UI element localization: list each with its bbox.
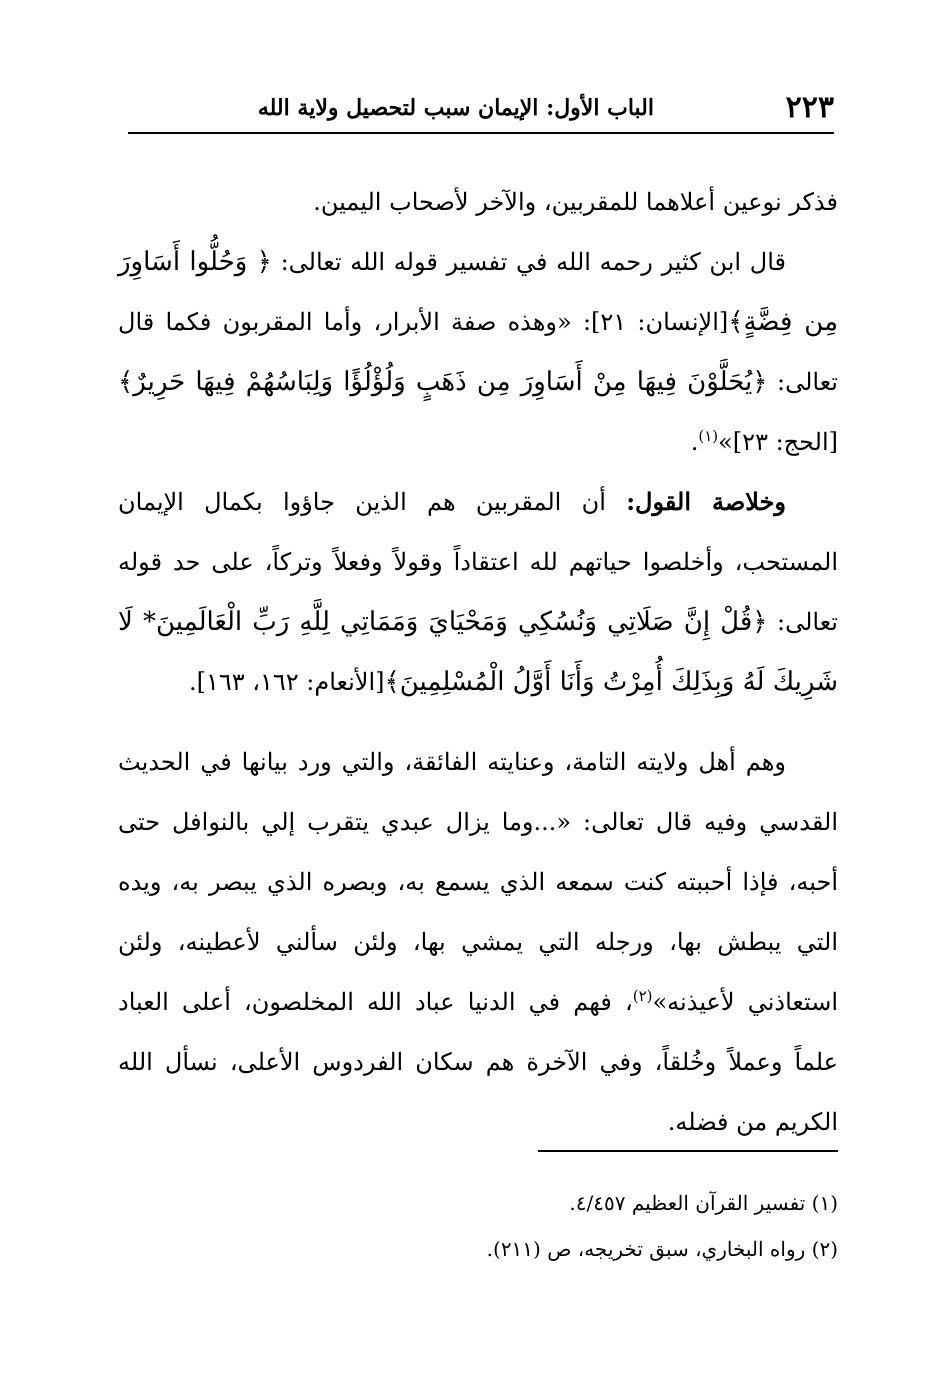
footnote-1: (١) تفسير القرآن العظيم ٤/٤٥٧. xyxy=(569,1191,838,1215)
footnote-marker-1[interactable]: (١) xyxy=(698,427,719,445)
conclusion-label: وخلاصة القول: xyxy=(626,487,786,516)
paragraph-1 xyxy=(118,172,838,232)
page-number: ٢٢٣ xyxy=(785,90,834,125)
footnotes xyxy=(118,1180,838,1272)
main-text xyxy=(118,172,838,1152)
hadith-text: وهم أهل ولايته التامة، وعنايته الفائقة، والتي ورد بيانها في الحديث القدسي وفيه قال تعالى: «...وما يزال عبدي يتقرب إلي بالنوافل حتى أحبه، فإذا أحببته كنت سمعه الذي يسمع به، وبصره الذي يبصر به، ويده التي يبطش بها، ورجله التي يمشي بها، ولئن سألني لأعطينه، ولئن استعاذني لأعيذنه» xyxy=(118,748,838,1016)
paragraph-4-end: ، فهم في الدنيا عباد الله المخلصون، أعلى العباد علماً وعملاً وخُلقاً، وفي الآخرة هم سكان الفردوس الأعلى، نسأل الله الكريم من فضله. xyxy=(118,988,838,1136)
quran-verse-insan: ﴿ وَحُلُّوا أَسَاوِرَ مِن فِضَّةٍ﴾ xyxy=(118,247,838,337)
reference-insan: [الإنسان: ٢١]: «وهذه صفة الأبرار، وأما المقربون فكما قال تعالى: xyxy=(118,308,838,396)
footnote-separator xyxy=(538,1150,838,1152)
reference-anam: [الأنعام: ١٦٢، ١٦٣]. xyxy=(188,668,385,696)
chapter-title: الباب الأول: الإيمان سبب لتحصيل ولاية الله xyxy=(257,95,654,121)
paragraph-3 xyxy=(118,472,838,712)
quran-verse-hajj: ﴿يُحَلَّوْنَ فِيهَا مِنْ أَسَاوِرَ مِن ذَهَبٍ وَلُؤْلُؤًا وَلِبَاسُهُمْ فِيهَا حَرِيرٌ﴾ xyxy=(118,367,768,397)
paragraph-2 xyxy=(118,232,838,472)
paragraph-4 xyxy=(118,732,838,1152)
ibn-kathir-intro: قال ابن كثير رحمه الله في تفسير قوله الله تعالى: xyxy=(280,248,786,276)
paragraph-2-end: . xyxy=(690,428,699,456)
running-header xyxy=(128,88,834,134)
reference-hajj: [الحج: ٢٣]» xyxy=(718,428,838,456)
paragraph-1-text: فذكر نوعين أعلاهما للمقربين، والآخر لأصحاب اليمين. xyxy=(313,188,838,216)
footnote-marker-2[interactable]: (٢) xyxy=(632,987,653,1005)
quran-verse-anam: ﴿قُلْ إِنَّ صَلَاتِي وَنُسُكِي وَمَحْيَايَ وَمَمَاتِي لِلَّهِ رَبِّ الْعَالَمِينَ* لَا شَرِيكَ لَهُ وَبِذَلِكَ أُمِرْتُ وَأَنَا أَوَّلُ الْمُسْلِمِينَ﴾ xyxy=(118,607,838,697)
conclusion-text: أن المقربين هم الذين جاؤوا بكمال الإيمان المستحب، وأخلصوا حياتهم لله اعتقاداً وقولاً وفعلاً وتركاً، على حد قوله تعالى: xyxy=(118,488,838,636)
footnote-2: (٢) رواه البخاري، سبق تخريجه، ص (٢١١). xyxy=(486,1237,838,1261)
